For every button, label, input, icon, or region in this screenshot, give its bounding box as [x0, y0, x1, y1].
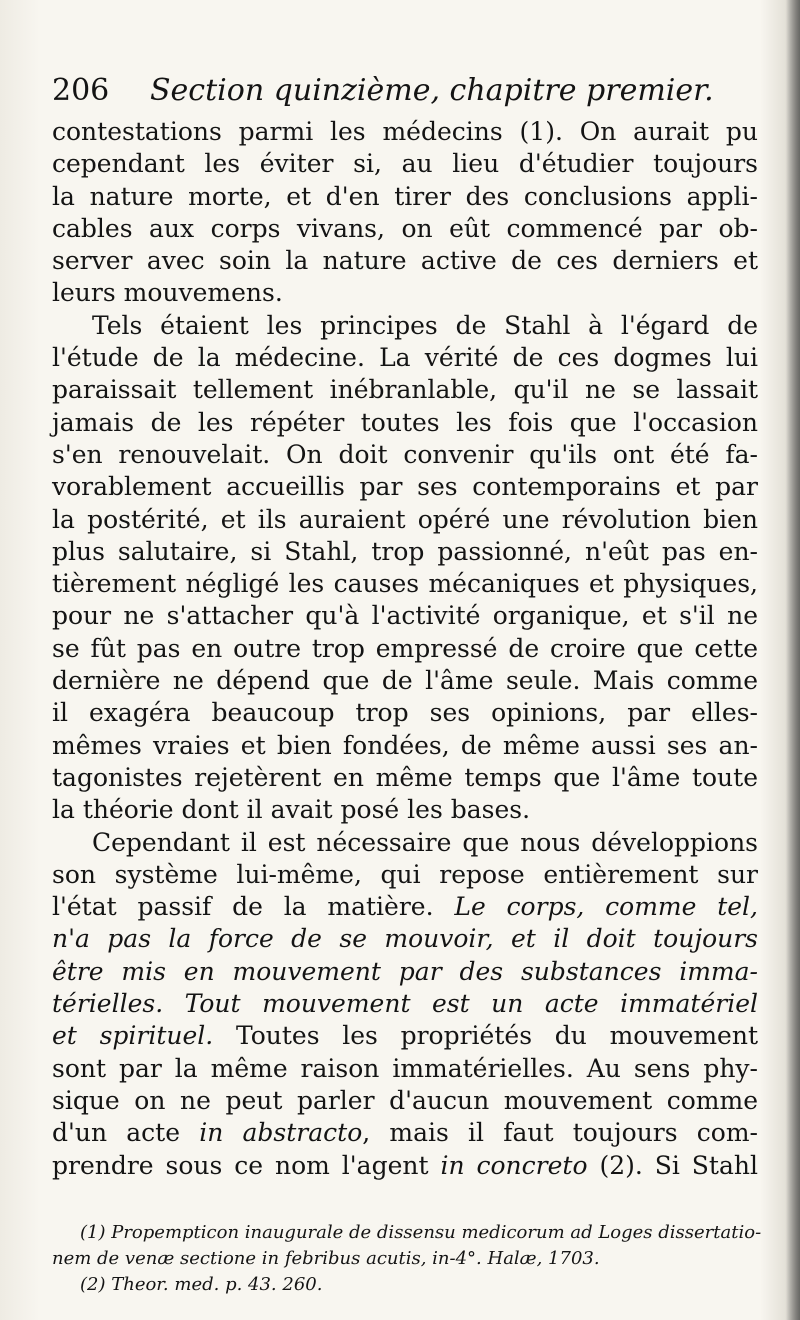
italic-segment: Le corps, comme tel, [454, 892, 758, 922]
footnotes [52, 1220, 762, 1298]
page-number: 206 [52, 73, 110, 108]
text-line: la nature morte, et d'en tirer des conclusions appli- [52, 181, 758, 211]
text-line [52, 1150, 758, 1182]
text-line: server avec soin la nature active de ces derniers et [52, 246, 758, 276]
text-line: la postérité, et ils auraient opéré une révolution bien [52, 504, 758, 534]
text-segment: (2). Si Stahl [599, 1150, 758, 1180]
footnote-1-line-1: (1) Propempticon inaugurale de dissensu medicorum ad Loges dissertatio- [80, 1222, 762, 1243]
italic-segment: in concreto [440, 1150, 588, 1180]
text-line: la théorie dont il avait posé les bases. [52, 795, 531, 825]
body-text [52, 116, 758, 1182]
text-line: tièrement négligé les causes mécaniques et physiques, [52, 569, 758, 599]
text-segment: Toutes les propriétés du mouvement [235, 1021, 758, 1051]
footnote-2: (2) Theor. med. p. 43. 260. [80, 1274, 323, 1295]
text-segment: d'un acte [52, 1118, 181, 1148]
text-segment: prendre sous ce nom l'agent [52, 1150, 429, 1180]
text-line: sont par la même raison immatérielles. Au sens phy- [52, 1053, 758, 1083]
text-line: son système lui-même, qui repose entièrement sur [52, 859, 758, 889]
text-line: mêmes vraies et bien fondées, de même aussi ses an- [52, 730, 758, 760]
text-line: sique on ne peut parler d'aucun mouvement comme [52, 1085, 758, 1115]
text-line [52, 1117, 758, 1149]
text-line: jamais de les répéter toutes les fois que l'occasion [52, 407, 758, 437]
text-line: vorablement accueillis par ses contemporains et par [52, 472, 758, 502]
italic-line: n'a pas la force de se mouvoir, et il doit toujours [52, 924, 758, 954]
text-line: plus salutaire, si Stahl, trop passionné, n'eût pas en- [52, 536, 758, 566]
text-line [52, 891, 758, 923]
text-line: cependant les éviter si, au lieu d'étudier toujours [52, 149, 758, 179]
text-line [52, 1020, 758, 1052]
text-line: leurs mouvemens. [52, 278, 283, 308]
running-title: Section quinzième, chapitre premier. [150, 73, 714, 108]
text-line: l'étude de la médecine. La vérité de ces dogmes lui [52, 343, 758, 373]
italic-segment: in abstracto [199, 1118, 363, 1148]
text-line: dernière ne dépend que de l'âme seule. Mais comme [52, 666, 758, 696]
text-line: s'en renouvelait. On doit convenir qu'ils ont été fa- [52, 439, 758, 469]
page-edge-shadow [786, 0, 800, 1320]
text-line: se fût pas en outre trop empressé de croire que cette [52, 633, 758, 663]
paragraph-start-line: Tels étaient les principes de Stahl à l'égard de [92, 310, 758, 340]
text-line: contestations parmi les médecins (1). On aurait pu [52, 117, 758, 146]
page-header [52, 68, 752, 114]
text-line: pour ne s'attacher qu'à l'activité organique, et s'il ne [52, 601, 758, 631]
text-line: cables aux corps vivans, on eût commencé par ob- [52, 213, 758, 243]
text-line: tagonistes rejetèrent en même temps que l'âme toute [52, 762, 758, 792]
italic-line: être mis en mouvement par des substances imma- [52, 956, 758, 986]
text-segment: l'état passif de la matière. [52, 892, 434, 922]
text-segment: , mais il faut toujours com- [362, 1118, 758, 1148]
italic-segment: et spirituel. [52, 1021, 214, 1051]
text-line: il exagéra beaucoup trop ses opinions, par elles- [52, 698, 758, 728]
paragraph-start-line: Cependant il est nécessaire que nous développions [92, 827, 758, 857]
italic-line: térielles. Tout mouvement est un acte immatériel [52, 989, 758, 1019]
footnote-1-line-2: nem de venæ sectione in febribus acutis, in-4°. Halæ, 1703. [52, 1248, 600, 1269]
text-line: paraissait tellement inébranlable, qu'il ne se lassait [52, 375, 758, 405]
